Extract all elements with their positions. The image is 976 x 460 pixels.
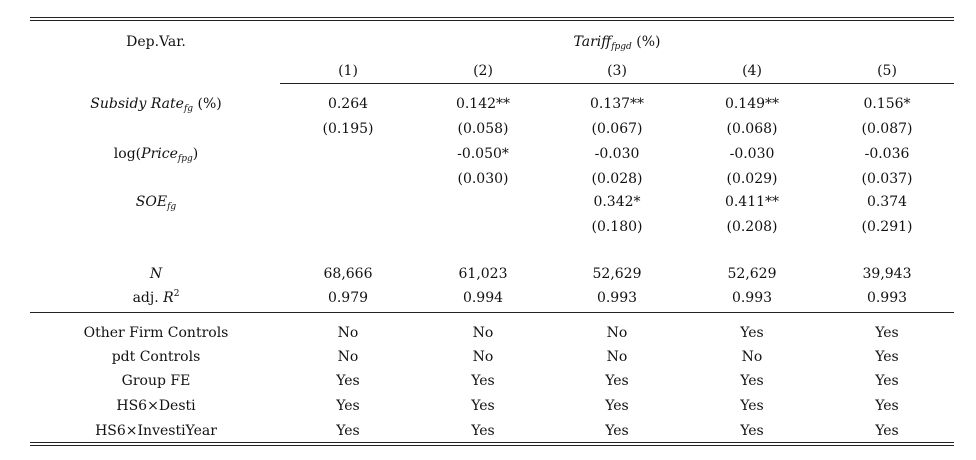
control-cell: No (472, 349, 494, 365)
var-subsidy-rate: Subsidy Rate$_{fg}$ (%) (90, 96, 222, 114)
stat-cell: 0.979 (327, 290, 369, 306)
coef-cell: -0.030 (729, 146, 775, 162)
coef-cell: 0.411** (724, 194, 780, 210)
control-cell: No (337, 349, 359, 365)
control-cell: Yes (875, 325, 899, 341)
se-cell: (0.068) (726, 121, 778, 137)
depvar-name: Tariff$_{fpgd}$ (%) (573, 34, 661, 52)
stat-n-label: N (149, 266, 163, 282)
coef-cell: -0.050* (457, 146, 509, 162)
se-cell: (0.291) (861, 219, 913, 235)
stat-cell: 52,629 (727, 266, 777, 282)
control-cell: Yes (875, 349, 899, 365)
bottom-rule (30, 442, 954, 443)
control-cell: Yes (740, 373, 764, 389)
control-label: Other Firm Controls (83, 325, 229, 341)
se-cell: (0.029) (726, 171, 778, 187)
control-cell: Yes (740, 423, 764, 439)
stat-cell: 0.993 (596, 290, 638, 306)
se-cell: (0.058) (457, 121, 509, 137)
coef-cell: -0.036 (864, 146, 910, 162)
stat-r2-label: adj. $R^2$ (132, 289, 180, 306)
column-header: (1) (338, 63, 358, 79)
top-rule (30, 17, 954, 18)
var-log-price: log(Price$_{fpg}$) (113, 146, 199, 164)
column-header: (2) (473, 63, 493, 79)
se-cell: (0.208) (726, 219, 778, 235)
stat-cell: 52,629 (592, 266, 642, 282)
coef-cell: 0.264 (327, 96, 369, 112)
se-cell: (0.195) (322, 121, 374, 137)
control-cell: No (337, 325, 359, 341)
depvar-label: Dep.Var. (126, 34, 186, 50)
coef-cell: 0.342* (593, 194, 641, 210)
control-cell: Yes (336, 373, 360, 389)
column-header: (4) (742, 63, 762, 79)
control-cell: Yes (605, 398, 629, 414)
control-cell: Yes (336, 398, 360, 414)
coef-cell: 0.149** (724, 96, 780, 112)
coef-cell: 0.137** (589, 96, 645, 112)
coef-cell: -0.030 (594, 146, 640, 162)
coef-cell: 0.156* (863, 96, 911, 112)
coef-cell: 0.374 (866, 194, 908, 210)
control-label: Group FE (121, 373, 191, 389)
stat-cell: 68,666 (323, 266, 373, 282)
column-header: (5) (877, 63, 897, 79)
control-cell: Yes (875, 373, 899, 389)
se-cell: (0.037) (861, 171, 913, 187)
control-cell: Yes (336, 423, 360, 439)
control-cell: Yes (471, 373, 495, 389)
control-cell: No (606, 349, 628, 365)
bottom-rule-2 (30, 445, 954, 446)
se-cell: (0.087) (861, 121, 913, 137)
header-rule (280, 83, 954, 84)
control-cell: Yes (471, 423, 495, 439)
stat-cell: 39,943 (862, 266, 912, 282)
control-label: pdt Controls (111, 349, 201, 365)
stat-cell: 61,023 (458, 266, 508, 282)
control-cell: No (741, 349, 763, 365)
var-soe: $SOE_{fg}$ (135, 194, 177, 212)
stat-cell: 0.993 (731, 290, 773, 306)
control-cell: Yes (605, 423, 629, 439)
coef-cell: 0.142** (455, 96, 511, 112)
control-cell: Yes (605, 373, 629, 389)
control-cell: Yes (875, 423, 899, 439)
stat-cell: 0.994 (462, 290, 504, 306)
control-cell: Yes (740, 325, 764, 341)
top-rule-2 (30, 20, 954, 21)
controls-rule (30, 312, 954, 313)
control-cell: Yes (471, 398, 495, 414)
se-cell: (0.180) (591, 219, 643, 235)
control-cell: Yes (740, 398, 764, 414)
column-header: (3) (607, 63, 627, 79)
se-cell: (0.030) (457, 171, 509, 187)
control-cell: Yes (875, 398, 899, 414)
control-label: HS6×InvestiYear (95, 423, 217, 439)
control-cell: No (606, 325, 628, 341)
stat-cell: 0.993 (866, 290, 908, 306)
control-label: HS6×Desti (116, 398, 196, 414)
se-cell: (0.028) (591, 171, 643, 187)
control-cell: No (472, 325, 494, 341)
se-cell: (0.067) (591, 121, 643, 137)
